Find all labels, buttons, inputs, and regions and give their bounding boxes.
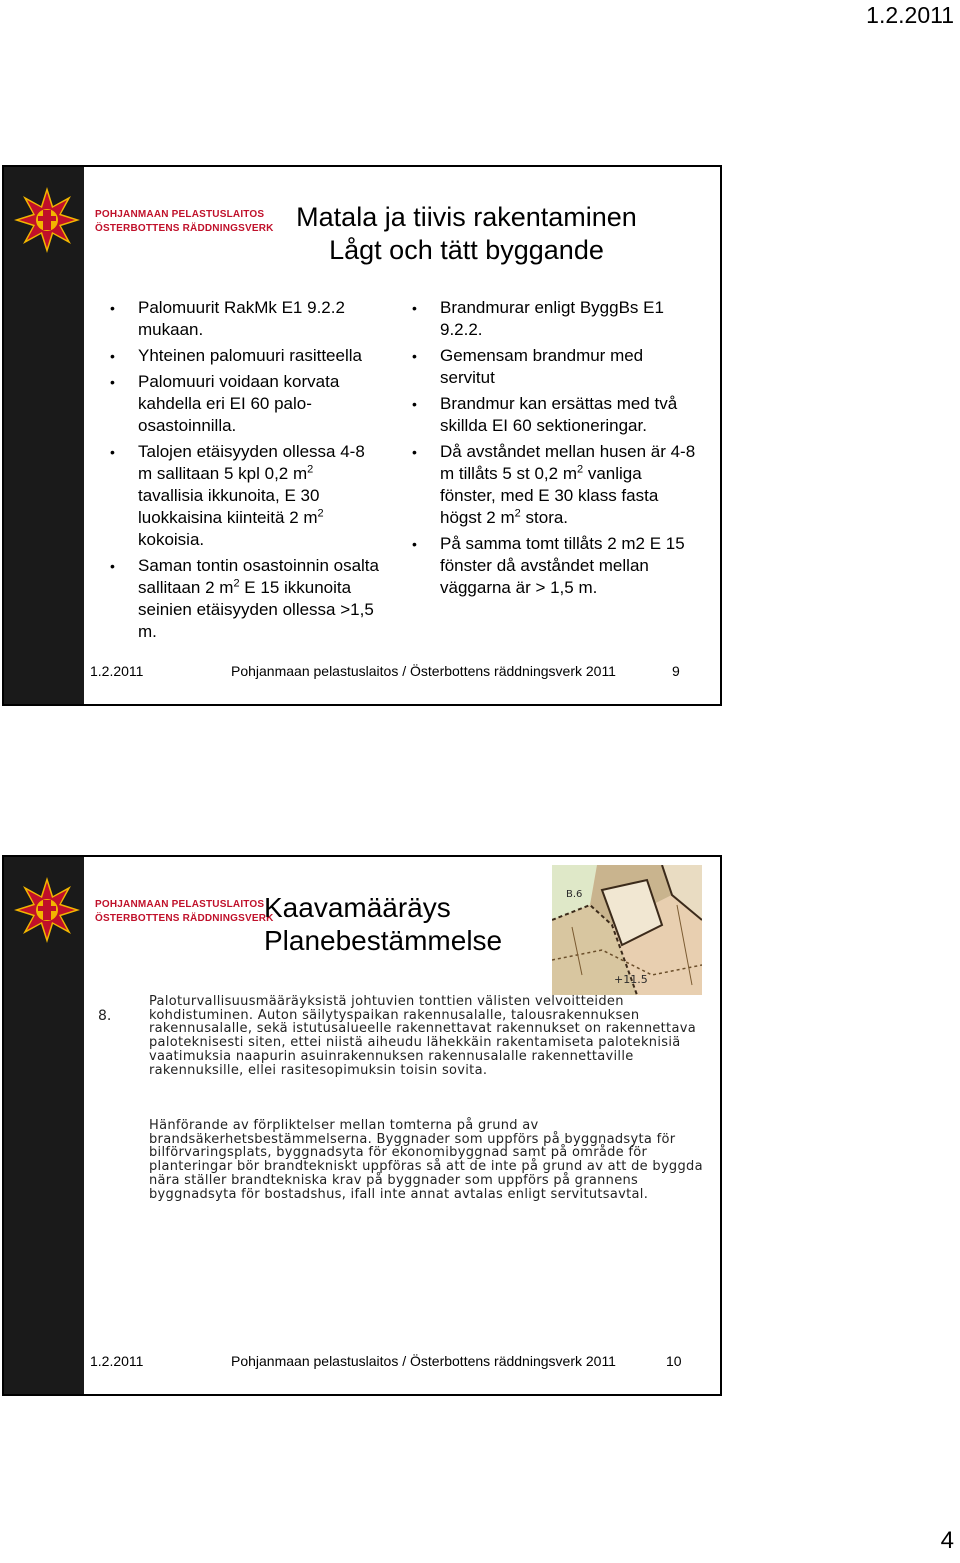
- logo-line-1: POHJANMAAN PELASTUSLAITOS: [95, 899, 265, 910]
- footer-date: 1.2.2011: [90, 663, 144, 679]
- slide-title: [264, 891, 544, 957]
- slide-title: [274, 201, 659, 267]
- title-line-1: Matala ja tiivis rakentaminen: [296, 202, 637, 232]
- bullet-item: • Brandmurar enligt ByggBs E1 9.2.2.: [412, 297, 697, 341]
- title-line-1: Kaavamääräys: [264, 892, 451, 923]
- bullet-item: • Palomuuri voidaan korvata kahdella eri EI 60 palo-osastoinnilla.: [110, 371, 380, 437]
- bullet-item: • Palomuurit RakMk E1 9.2.2 mukaan.: [110, 297, 380, 341]
- logo-text: [95, 898, 274, 926]
- rescue-emblem-icon: [12, 875, 82, 945]
- bullet-list-fi: [110, 297, 380, 647]
- footer-org: Pohjanmaan pelastuslaitos / Österbottens räddningsverk 2011: [231, 1353, 616, 1369]
- bullet-list-sv: [412, 297, 697, 603]
- logo-line-1: POHJANMAAN PELASTUSLAITOS: [95, 209, 265, 220]
- footer-page-number: 10: [666, 1353, 682, 1369]
- logo-line-2: ÖSTERBOTTENS RÄDDNINGSVERK: [95, 913, 274, 924]
- title-line-2: Lågt och tätt byggande: [329, 235, 604, 265]
- slide-9: [2, 165, 722, 706]
- bullet-item: • Då avståndet mellan husen är 4-8 m tillåts 5 st 0,2 $m^2$ vanliga fönster, med E 30 klass fasta högst 2 $m^2$ stora.: [412, 441, 697, 529]
- bullet-item: • Gemensam brandmur med servitut: [412, 345, 697, 389]
- bullet-item: • På samma tomt tillåts 2 m2 E 15 fönster då avståndet mellan väggarna är > 1,5 m.: [412, 533, 697, 599]
- footer-date: 1.2.2011: [90, 1353, 144, 1369]
- item-number: 8.: [98, 1008, 112, 1024]
- rescue-emblem-icon: [12, 185, 82, 255]
- map-label-bottom: +11.5: [614, 973, 648, 986]
- bullet-item: • Saman tontin osastoinnin osalta sallitaan 2 $m^2$ E 15 ikkunoita seinien etäisyyden ollessa >1,5 m.: [110, 555, 380, 643]
- page-date: 1.2.2011: [866, 2, 954, 28]
- logo-text: [95, 208, 274, 236]
- map-label-top: B.6: [566, 889, 583, 900]
- title-line-2: Planebestämmelse: [264, 925, 503, 956]
- footer-org: Pohjanmaan pelastuslaitos / Österbottens räddningsverk 2011: [231, 663, 616, 679]
- bullet-item: • Brandmur kan ersättas med två skillda EI 60 sektioneringar.: [412, 393, 697, 437]
- paragraph-sv: Hänförande av förpliktelser mellan tomterna på grund av brandsäkerhetsbestämmelserna. Byggnader som uppförs på byggnadsyta för bilförvaringsplats, byggnadsyta för ekonomibyggnad samt på område för planteringar bör brandtekniskt uppföras så att de inte på grund av att de byggda nära ställer brandtekniska krav på byggnader som uppförs på grannens byggnadsyta för bostadshus, ifall inte annat avtalas enligt servitutsavtal.: [149, 1118, 703, 1202]
- plan-map-image: [552, 865, 702, 995]
- logo-line-2: ÖSTERBOTTENS RÄDDNINGSVERK: [95, 223, 274, 234]
- footer-page-number: 9: [672, 663, 680, 679]
- scanned-plan-text: [92, 995, 712, 1235]
- paragraph-fi: Paloturvallisuusmääräyksistä johtuvien tonttien välisten velvoitteiden kohdistuminen. Auton säilytyspaikan rakennusalalle, talousrakennuksen rakennusalalle, sekä istutusalueelle rakennettavat rakennukset on rakennettava paloteknisesti siten, ettei niistä aiheudu lähekkäin rakentamiseta paloteknisiä vaatimuksia naapurin asuinrakennuksen rakennusalalle rakennettaville rakennuksille, ellei rasitesopimuksin toisin sovita.: [149, 994, 696, 1078]
- bullet-item: • Yhteinen palomuuri rasitteella: [110, 345, 380, 367]
- slide-10: [2, 855, 722, 1396]
- bullet-item: • Talojen etäisyyden ollessa 4-8 m sallitaan 5 kpl 0,2 $m^2$ tavallisia ikkunoita, E 30 luokkaisina kiinteitä 2 $m^2$ kokoisia.: [110, 441, 380, 551]
- page-number: 4: [940, 1527, 954, 1554]
